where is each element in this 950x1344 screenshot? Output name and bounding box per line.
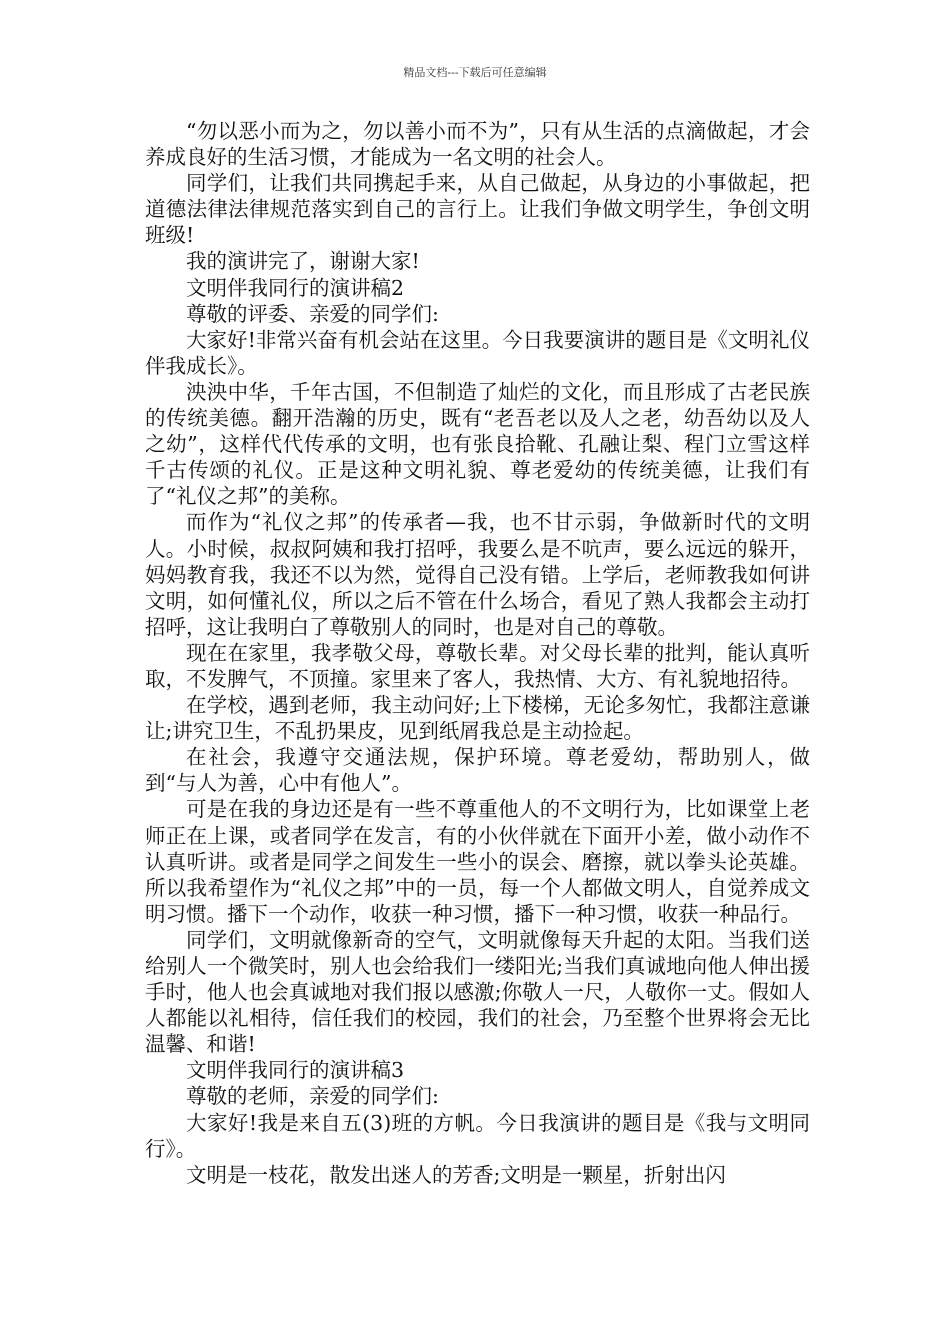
speech-title: 文明伴我同行的演讲稿2 [186, 275, 405, 300]
paragraph: 可是在我的身边还是有一些不尊重他人的不文明行为，比如课堂上老师正在上课，或者同学在发言，有的小伙伴就在下面开小差，做小动作不认真听讲。或者是同学之间发生一些小的误会、磨擦，就以拳头论英雄。所以我希望作为“礼仪之邦”中的一员，每一个人都做文明人，自觉养成文明习惯。播下一个动作，收获一种习惯，播下一种习惯，收获一种品行。 [145, 797, 810, 926]
paragraph: “勿以恶小而为之，勿以善小而不为”，只有从生活的点滴做起，才会养成良好的生活习惯，才能成为一名文明的社会人。 [145, 119, 810, 170]
document-body [145, 118, 810, 1188]
paragraph: 泱泱中华，千年古国，不但制造了灿烂的文化，而且形成了古老民族的传统美德。翻开浩瀚的历史，既有“老吾老以及人之老，幼吾幼以及人之幼”，这样代代传承的文明，也有张良拾靴、孔融让梨、程门立雪这样千古传颂的礼仪。正是这种文明礼貌、尊老爱幼的传统美德，让我们有了“礼仪之邦”的美称。 [145, 379, 810, 509]
salutation: 尊敬的评委、亲爱的同学们: [186, 301, 439, 326]
paragraph: 同学们，文明就像新奇的空气，文明就像每天升起的太阳。当我们送给别人一个微笑时，别人也会给我们一缕阳光;当我们真诚地向他人伸出援手时，他人也会真诚地对我们报以感激;你敬人一尺，人敬你一丈。假如人人都能以礼相待，信任我们的校园，我们的社会，乃至整个世界将会无比温馨、和谐! [145, 927, 810, 1057]
paragraph: 大家好!非常兴奋有机会站在这里。今日我要演讲的题目是《文明礼仪伴我成长》。 [145, 327, 810, 378]
paragraph: 而作为“礼仪之邦”的传承者—我，也不甘示弱，争做新时代的文明人。小时候，叔叔阿姨和我打招呼，我要么是不吭声，要么远远的躲开，妈妈教育我，我还不以为然，觉得自己没有错。上学后，老师教我如何讲文明，如何懂礼仪，所以之后不管在什么场合，看见了熟人我都会主动打招呼，这让我明白了尊敬别人的同时，也是对自己的尊敬。 [145, 510, 810, 639]
paragraph: 同学们，让我们共同携起手来，从自己做起，从身边的小事做起，把道德法律法律规范落实到自己的言行上。让我们争做文明学生，争创文明班级! [145, 171, 810, 248]
paragraph: 在社会，我遵守交通法规，保护环境。尊老爱幼，帮助别人，做到“与人为善，心中有他人”。 [145, 745, 810, 796]
paragraph: 我的演讲完了，谢谢大家! [186, 249, 420, 274]
page-header: 精品文档---下载后可任意编辑 [403, 66, 547, 79]
paragraph: 大家好!我是来自五(3)班的方帆。今日我演讲的题目是《我与文明同行》。 [145, 1110, 810, 1161]
paragraph: 现在在家里，我孝敬父母，尊敬长辈。对父母长辈的批判，能认真听取，不发脾气，不顶撞。家里来了客人，我热情、大方、有礼貌地招待。 [145, 640, 810, 691]
paragraph: 在学校，遇到老师，我主动问好;上下楼梯，无论多匆忙，我都注意谦让;讲究卫生，不乱扔果皮，见到纸屑我总是主动捡起。 [145, 693, 810, 744]
salutation: 尊敬的老师，亲爱的同学们: [186, 1084, 439, 1109]
speech-title: 文明伴我同行的演讲稿3 [186, 1058, 405, 1083]
paragraph: 文明是一枝花，散发出迷人的芳香;文明是一颗星，折射出闪 [186, 1162, 726, 1187]
